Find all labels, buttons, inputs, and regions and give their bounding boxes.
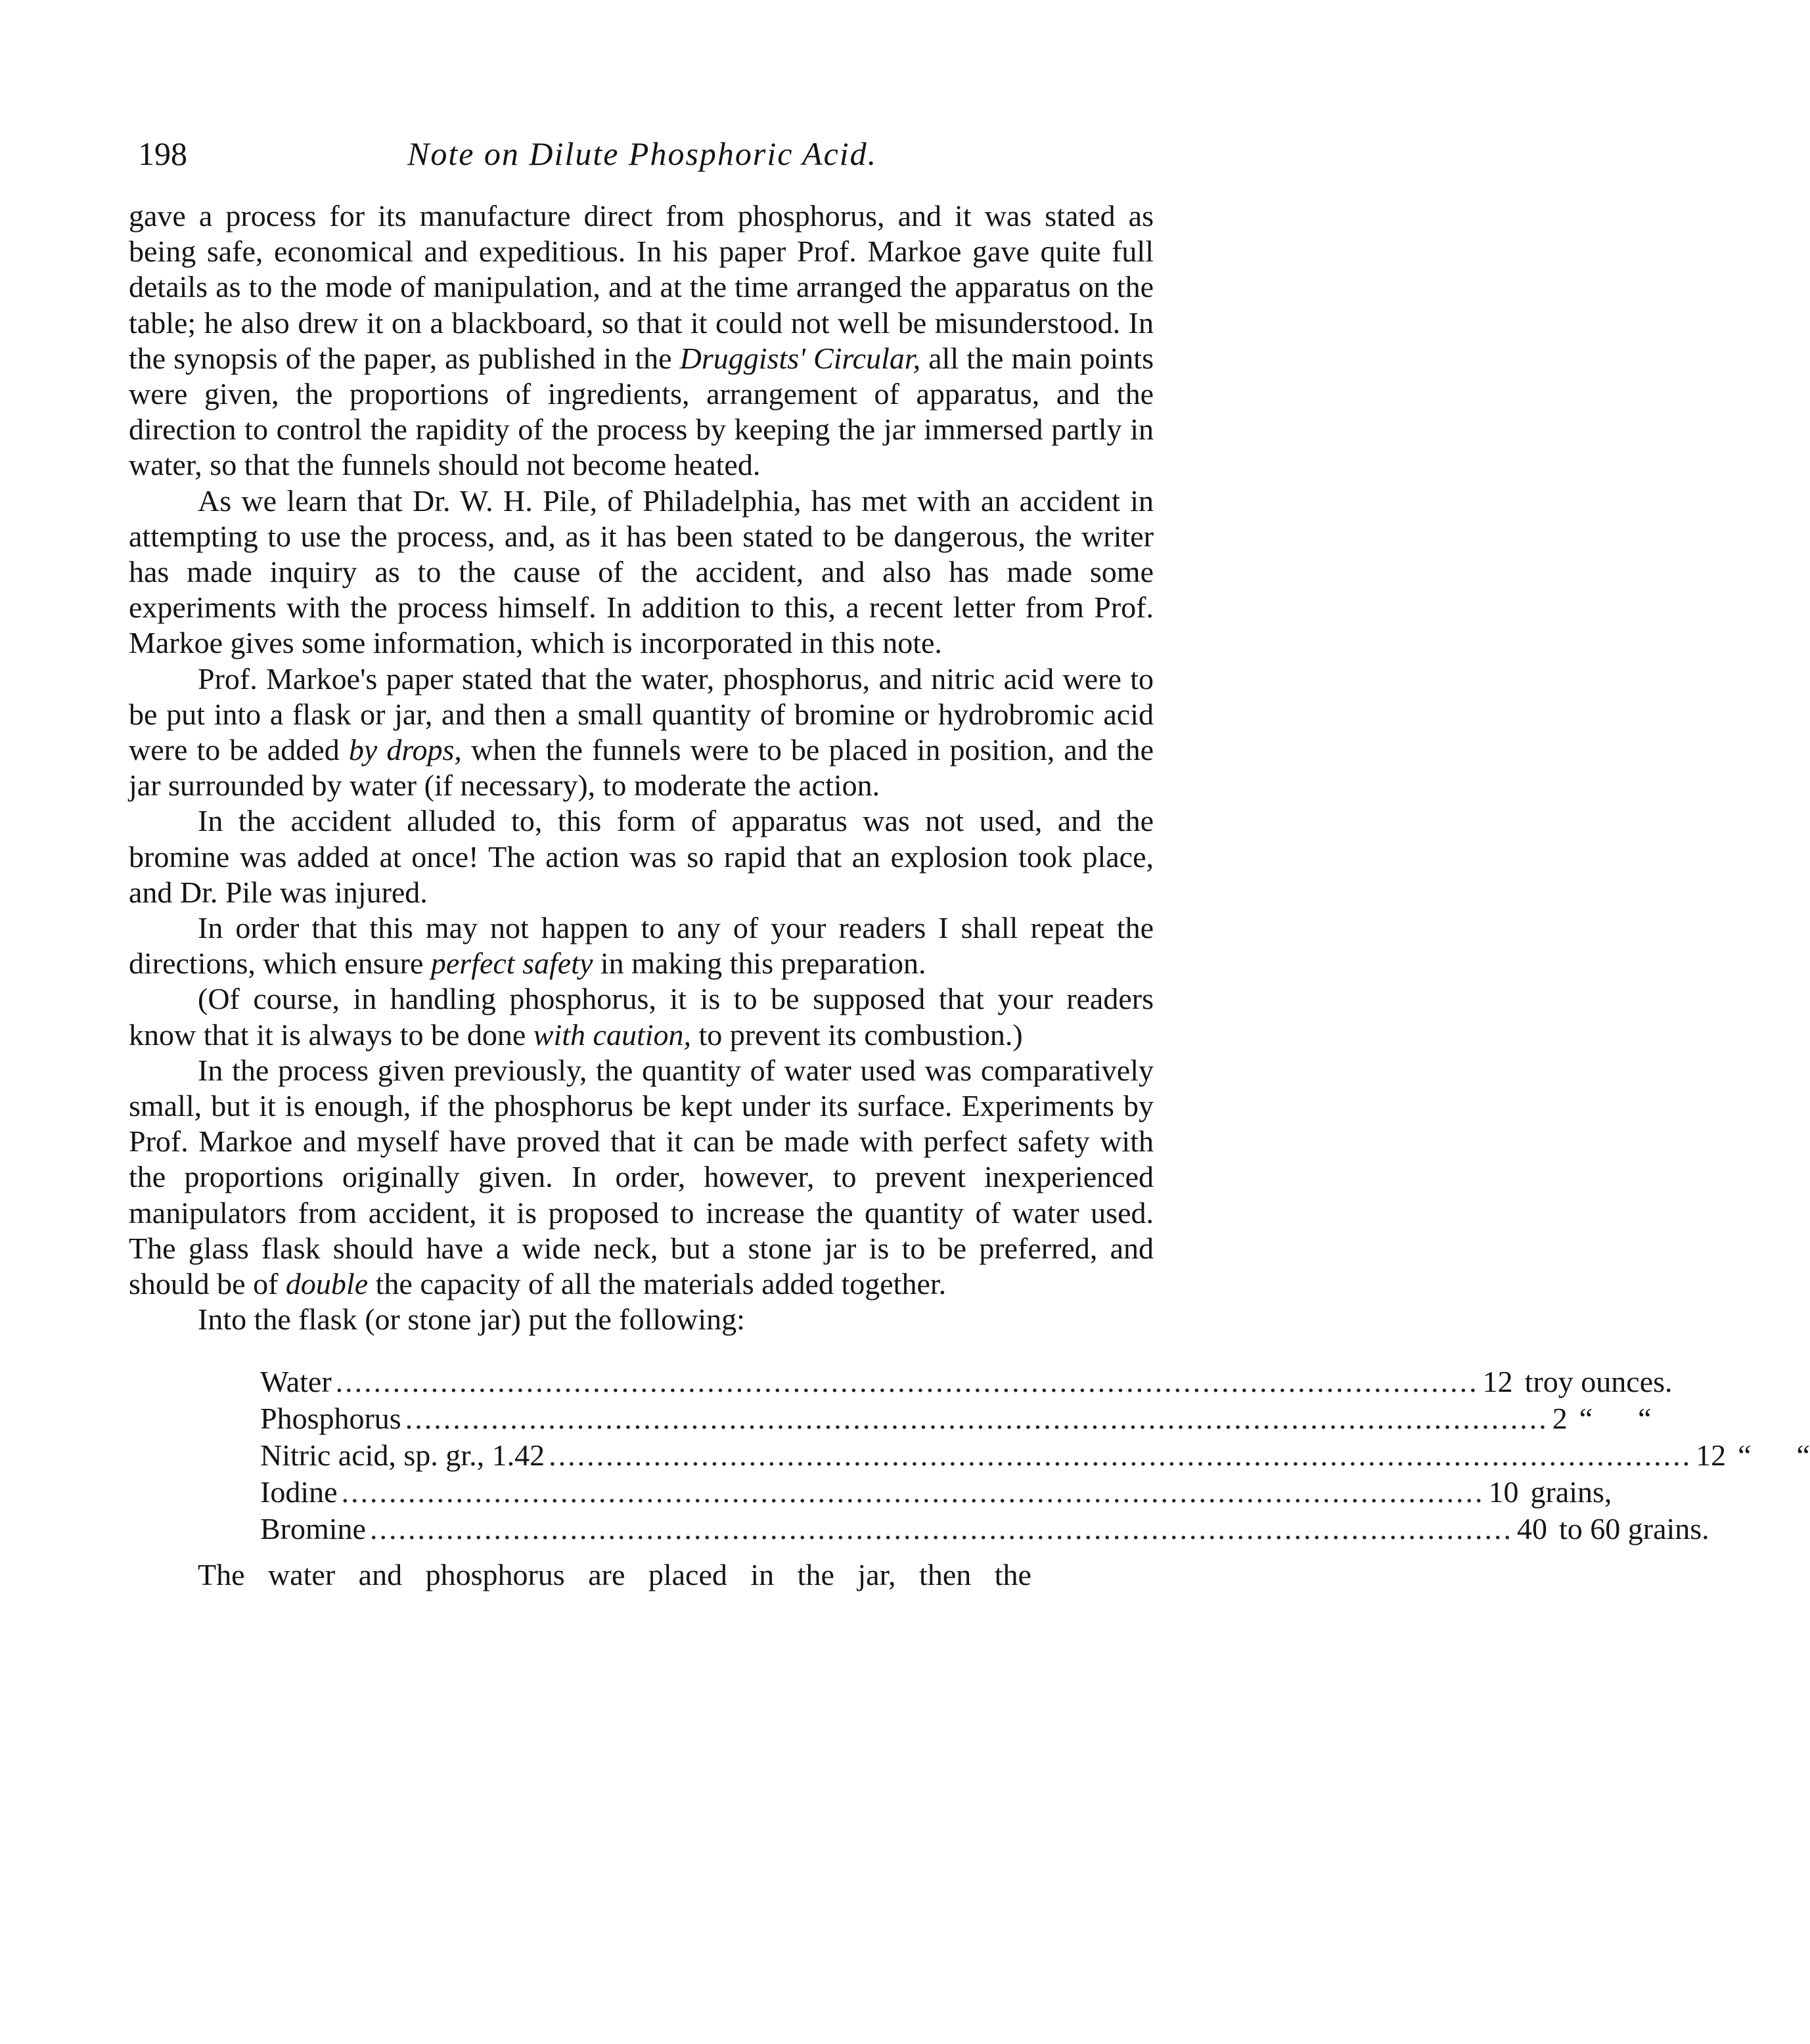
text-run: In order that this may not happen to any of your readers I shall repeat the directions, which ensure (129, 911, 1154, 981)
italic-text: by drops, (348, 733, 462, 767)
ingredient-unit: troy ounces. (1524, 1364, 1673, 1398)
ingredient-name: Water (260, 1364, 332, 1398)
text-run: when the funnels were to be placed in position, and the jar surrounded by water (if necessary), to moderate the action. (129, 733, 1154, 803)
ingredient-list (260, 1364, 1810, 1548)
text-run: In the process given previously, the quantity of water used was comparatively small, but it is enough, if the phosphorus be kept under its surface. Experiments by Prof. Markoe and myself have proved that it can be made with perfect safety with the proportions originally given. In order, however, to prevent inexperienced manipulators from accident, it is proposed to increase the quantity of water used. The glass flask should have a wide neck, but a stone jar is to be preferred, and should be of (129, 1053, 1154, 1301)
paragraph (129, 661, 1154, 804)
leader-dots: ........................................................................................................................ (405, 1401, 1549, 1435)
leader-dots: ........................................................................................................................ (341, 1475, 1485, 1509)
paragraph (129, 1302, 1154, 1337)
ingredient-name: Phosphorus (260, 1401, 401, 1435)
page-header (138, 135, 1163, 187)
ingredient-row (260, 1511, 1709, 1548)
running-title: Note on Dilute Phosphoric Acid. (407, 135, 878, 172)
text-run: As we learn that Dr. W. H. Pile, of Philadelphia, has met with an accident in attempting to use the process, and, as it has been stated to be dangerous, the writer has made inquiry as to the cause of the accident, and also has made some experiments with the process himself. In addition to this, a recent letter from Prof. Markoe gives some information, which is incorporated in this note. (129, 483, 1154, 660)
text-run: to prevent its combustion.) (691, 1017, 1023, 1052)
leader-dots: ........................................................................................................................ (369, 1511, 1513, 1545)
ingredient-unit: “ “ (1738, 1438, 1810, 1472)
paragraph (129, 910, 1154, 981)
text-run: gave a process for its manufacture direct from phosphorus, and it was stated as being safe, economical and expeditious. In his paper Prof. Markoe gave quite full details as to the mode of manipulation, and at the time arranged the apparatus on the table; he also drew it on a blackboard, so that it could not well be misunderstood. In the synopsis of the paper, as published in the (129, 199, 1154, 375)
paragraph (129, 803, 1154, 910)
text-run: the capacity of all the materials added together. (368, 1267, 947, 1301)
ingredient-name: Iodine (260, 1475, 338, 1509)
ingredient-row (260, 1401, 1652, 1438)
paragraph (129, 483, 1154, 661)
ingredient-name: Nitric acid, sp. gr., 1.42 (260, 1438, 545, 1472)
italic-text: with caution, (533, 1017, 692, 1052)
italic-text: Druggists' Circular, (679, 341, 921, 375)
ingredient-unit: “ “ (1579, 1401, 1652, 1435)
text-run: in making this preparation. (593, 946, 926, 981)
text-run: all the main points were given, the proportions of ingredients, arrangement of apparatus, and the direction to control the rapidity of the process by keeping the jar immersed partly in water, so that the funnels should not become heated. (129, 341, 1154, 482)
text-run: Prof. Markoe's paper stated that the water, phosphorus, and nitric acid were to be put into a flask or jar, and then a small quantity of bromine or hydrobromic acid were to be added (129, 661, 1154, 767)
ingredient-amount: 12 (1482, 1364, 1513, 1398)
ingredient-row (260, 1475, 1612, 1511)
leader-dots: ........................................................................................................................ (335, 1364, 1479, 1398)
paragraph (129, 981, 1154, 1052)
italic-text: perfect safety (430, 946, 593, 981)
body-text (129, 198, 1810, 1593)
text-run: (Of course, in handling phosphorus, it is to be supposed that your readers know that it is always to be done (129, 982, 1154, 1052)
page-number: 198 (138, 135, 187, 172)
paragraph (129, 1053, 1154, 1302)
leader-dots: ........................................................................................................................ (549, 1438, 1692, 1472)
ingredient-unit: to 60 grains. (1558, 1511, 1709, 1545)
text-run: Into the flask (or stone jar) put the following: (198, 1302, 745, 1337)
ingredient-amount: 10 (1488, 1475, 1519, 1509)
ingredient-name: Bromine (260, 1511, 366, 1545)
paragraph-list (129, 198, 1154, 1338)
ingredient-amount: 2 (1552, 1401, 1568, 1435)
paragraph (129, 198, 1154, 483)
ingredient-amount: 40 (1516, 1511, 1547, 1545)
italic-text: double (285, 1267, 369, 1301)
text-run: In the accident alluded to, this form of apparatus was not used, and the bromine was added at once! The action was so rapid that an explosion took place, and Dr. Pile was injured. (129, 804, 1154, 909)
ingredient-amount: 12 (1696, 1438, 1727, 1472)
ingredient-row (260, 1364, 1673, 1401)
ingredient-row (260, 1438, 1810, 1475)
ingredient-unit: grains, (1530, 1475, 1612, 1509)
closing-line: The water and phosphorus are placed in the jar, then the (198, 1557, 1031, 1591)
